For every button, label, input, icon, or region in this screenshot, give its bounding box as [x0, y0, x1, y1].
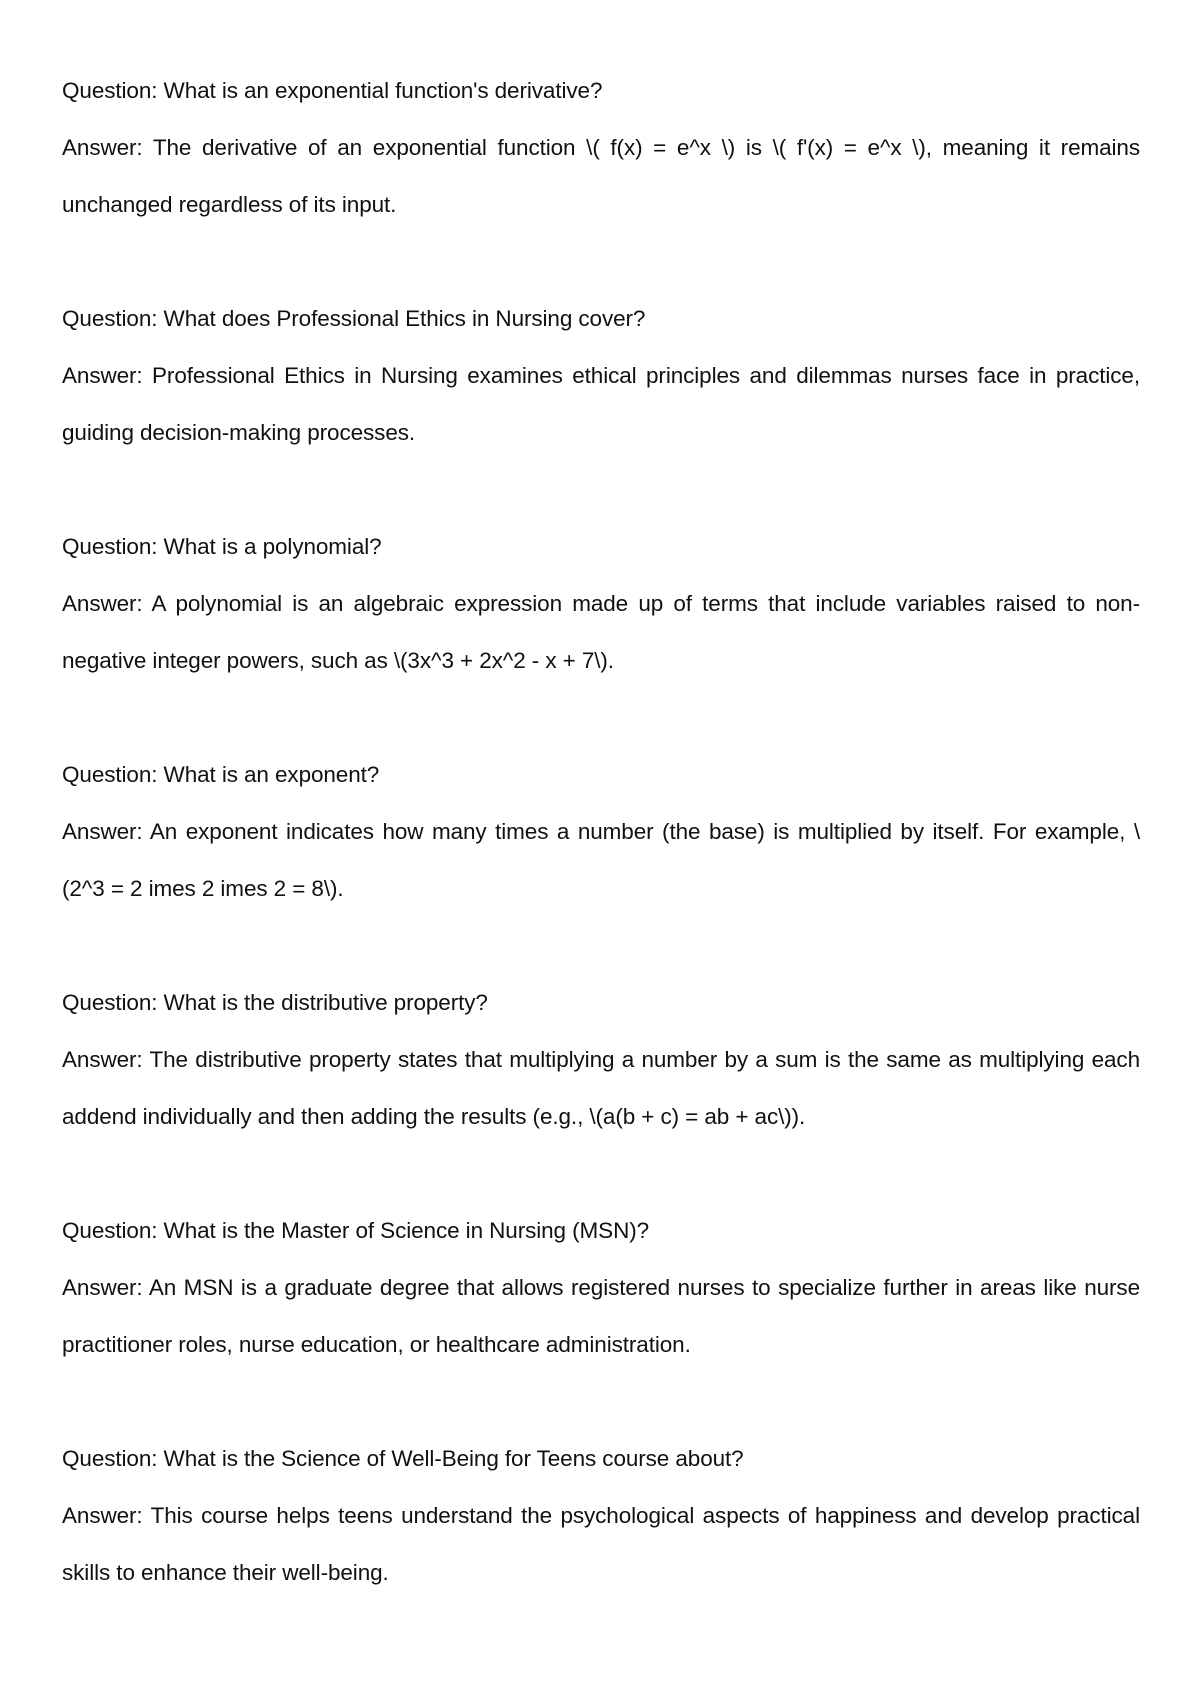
answer-text: Answer: The derivative of an exponential function \( f(x) = e^x \) is \( f'(x) = e^x \), meaning it remains unchanged regardless of its input.: [62, 135, 1140, 217]
qa-item-3: [62, 518, 1140, 689]
answer-text: Answer: An MSN is a graduate degree that allows registered nurses to specialize further in areas like nurse practitioner roles, nurse education, or healthcare administration.: [62, 1275, 1140, 1357]
answer-text: Answer: Professional Ethics in Nursing examines ethical principles and dilemmas nurses face in practice, guiding decision-making processes.: [62, 363, 1140, 445]
question-text: Question: What is an exponent?: [62, 762, 380, 787]
question-text: Question: What is an exponential function's derivative?: [62, 78, 603, 103]
document-page: [62, 62, 1140, 1658]
qa-item-4: [62, 746, 1140, 917]
qa-item-5: [62, 974, 1140, 1145]
question-text: Question: What is the Science of Well-Being for Teens course about?: [62, 1446, 744, 1471]
answer-text: Answer: A polynomial is an algebraic expression made up of terms that include variables raised to non-negative integer powers, such as \(3x^3 + 2x^2 - x + 7\).: [62, 591, 1140, 673]
question-text: Question: What is the distributive property?: [62, 990, 488, 1015]
answer-text: Answer: This course helps teens understand the psychological aspects of happiness and develop practical skills to enhance their well-being.: [62, 1503, 1140, 1585]
qa-item-7: [62, 1430, 1140, 1601]
question-text: Question: What is a polynomial?: [62, 534, 382, 559]
qa-item-6: [62, 1202, 1140, 1373]
answer-text: Answer: The distributive property states that multiplying a number by a sum is the same as multiplying each addend individually and then adding the results (e.g., \(a(b + c) = ab + ac\)).: [62, 1047, 1140, 1129]
question-text: Question: What is the Master of Science in Nursing (MSN)?: [62, 1218, 650, 1243]
answer-text: Answer: An exponent indicates how many times a number (the base) is multiplied by itself. For example, \(2^3 = 2 imes 2 imes 2 = 8\).: [62, 819, 1140, 901]
question-text: Question: What does Professional Ethics in Nursing cover?: [62, 306, 646, 331]
qa-item-1: [62, 62, 1140, 233]
qa-item-2: [62, 290, 1140, 461]
